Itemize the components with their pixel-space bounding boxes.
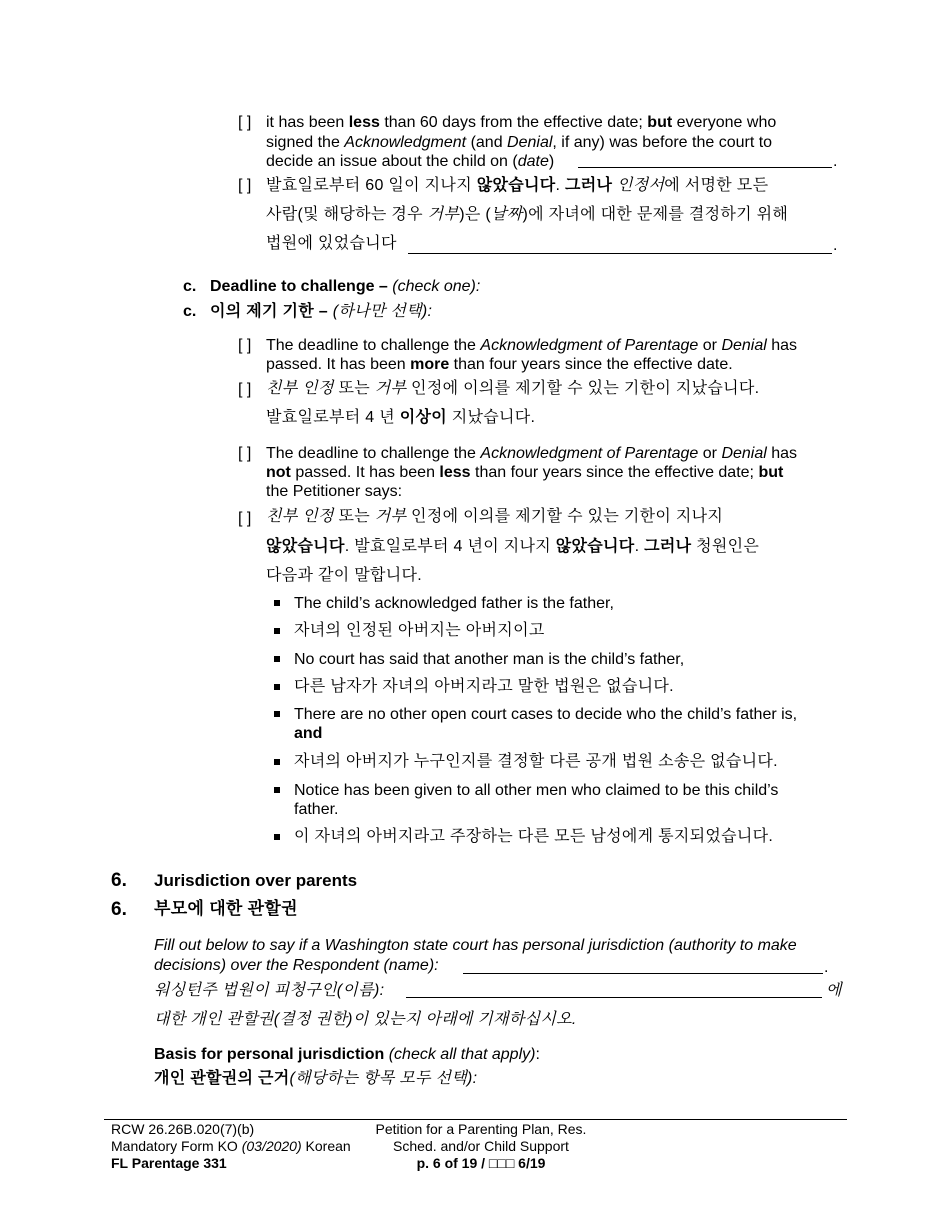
checkbox-deadline-passed-ko[interactable]: [ ] [238,381,252,398]
bullet-no-open-cases-en: There are no other open court cases to decide who the child’s father is, [294,706,798,723]
footer-center [360,1121,602,1172]
option-deadline-not-passed-ko: 친부 인정 또는 거부 인정에 이의를 제기할 수 있는 기한이 지나지 [266,508,724,525]
checkbox-less-60-days-ko[interactable]: [ ] [238,177,252,194]
deadline-heading-ko: 이의 제기 기한 – (하나만 선택): [210,303,433,320]
bullet-icon [274,628,280,634]
option-deadline-not-passed-en-line3: the Petitioner says: [266,483,403,500]
bullet-icon [274,656,280,662]
checkbox-less-60-days[interactable]: [ ] [238,114,252,131]
date-field[interactable] [578,167,832,168]
date-field-period: . [833,153,838,170]
section-6-title-en: Jurisdiction over parents [154,871,358,890]
bullet-notice-given-en-line2: father. [294,801,339,818]
footer-form-code: FL Parentage 331 [111,1155,227,1171]
jurisdiction-instructions-ko-suffix: 에 [826,982,842,999]
option-less-60-days-en-line3: decide an issue about the child on (date) [266,153,555,170]
basis-heading-ko: 개인 관할권의 근거(해당하는 항목 모두 선택): [154,1070,478,1087]
footer-rcw: RCW 26.26B.020(7)(b) [111,1121,255,1137]
section-c-letter: c. [183,278,197,295]
bullet-notice-given-en: Notice has been given to all other men who claimed to be this child’s [294,782,779,799]
date-field-ko[interactable] [408,253,832,254]
jurisdiction-instructions-en: Fill out below to say if a Washington state court has personal jurisdiction (authority to make [154,937,797,954]
option-deadline-passed-en-line2: passed. It has been more than four years since the effective date. [266,356,733,373]
bullet-no-court-en: No court has said that another man is the child’s father, [294,651,685,668]
bullet-icon [274,834,280,840]
footer-left [111,1121,351,1172]
bullet-icon [274,759,280,765]
option-deadline-not-passed-ko-line3: 다음과 같이 말합니다. [266,567,423,584]
respondent-name-field[interactable] [463,973,823,974]
deadline-heading-en: Deadline to challenge – (check one): [210,278,481,295]
respondent-name-field-ko[interactable] [406,997,822,998]
option-less-60-days-ko-line2: 사람(및 해당하는 경우 거부)은 (날짜)에 자녀에 대한 문제를 결정하기 위해 [266,206,789,223]
jurisdiction-instructions-en-line2: decisions) over the Respondent (name): [154,957,439,974]
bullet-acknowledged-father-ko: 자녀의 인정된 아버지는 아버지이고 [294,622,545,639]
bullet-icon [274,600,280,606]
basis-heading-en: Basis for personal jurisdiction (check all that apply): [154,1046,540,1063]
checkbox-deadline-not-passed[interactable]: [ ] [238,445,252,462]
bullet-notice-given-ko: 이 자녀의 아버지라고 주장하는 다른 모든 남성에게 통지되었습니다. [294,828,774,845]
footer-form-title-line2: Sched. and/or Child Support [393,1138,569,1154]
footer-page-number: p. 6 of 19 / □□□ 6/19 [416,1155,546,1171]
option-deadline-passed-ko: 친부 인정 또는 거부 인정에 이의를 제기할 수 있는 기한이 지났습니다. [266,380,760,397]
footer-form-title: Petition for a Parenting Plan, Res. [375,1121,587,1137]
option-less-60-days-ko: 발효일로부터 60 일이 지나지 않았습니다. 그러나 인정서에 서명한 모든 [266,177,769,194]
footer-divider [104,1119,847,1120]
bullet-icon [274,684,280,690]
option-less-60-days-ko-line3: 법원에 있었습니다 [266,235,397,252]
option-deadline-passed-ko-line2: 발효일로부터 4 년 이상이 지났습니다. [266,409,536,426]
bullet-no-open-cases-ko: 자녀의 아버지가 누구인지를 결정할 다른 공개 법원 소송은 없습니다. [294,753,778,770]
bullet-acknowledged-father-en: The child’s acknowledged father is the father, [294,595,614,612]
bullet-icon [274,787,280,793]
section-c-letter-ko: c. [183,303,197,320]
jurisdiction-instructions-ko-line2: 대한 개인 관할권(결정 권한)이 있는지 아래에 기재하십시오. [154,1011,577,1028]
section-6-number-ko: 6. [111,899,127,920]
option-deadline-not-passed-en: The deadline to challenge the Acknowledgment of Parentage or Denial has [266,445,798,462]
footer-form-id: Mandatory Form KO (03/2020) Korean [111,1138,351,1154]
bullet-icon [274,711,280,717]
option-deadline-not-passed-en-line2: not passed. It has been less than four years since the effective date; but [266,464,784,481]
jurisdiction-instructions-ko: 워싱턴주 법원이 피청구인(이름): [154,982,385,999]
bullet-no-court-ko: 다른 남자가 자녀의 아버지라고 말한 법원은 없습니다. [294,678,674,695]
bullet-no-open-cases-and: and [294,725,323,742]
section-6-title-ko: 부모에 대한 관할권 [154,899,298,918]
option-deadline-not-passed-ko-line2: 않았습니다. 발효일로부터 4 년이 지나지 않았습니다. 그러나 청원인은 [266,538,760,555]
respondent-name-period: . [824,959,829,976]
checkbox-deadline-passed[interactable]: [ ] [238,337,252,354]
date-field-ko-period: . [833,237,838,254]
section-6-number: 6. [111,870,127,891]
option-less-60-days-en: it has been less than 60 days from the effective date; but everyone who [266,114,777,131]
option-less-60-days-en-line2: signed the Acknowledgment (and Denial, if any) was before the court to [266,134,773,151]
option-deadline-passed-en: The deadline to challenge the Acknowledgment of Parentage or Denial has [266,337,798,354]
checkbox-deadline-not-passed-ko[interactable]: [ ] [238,510,252,527]
